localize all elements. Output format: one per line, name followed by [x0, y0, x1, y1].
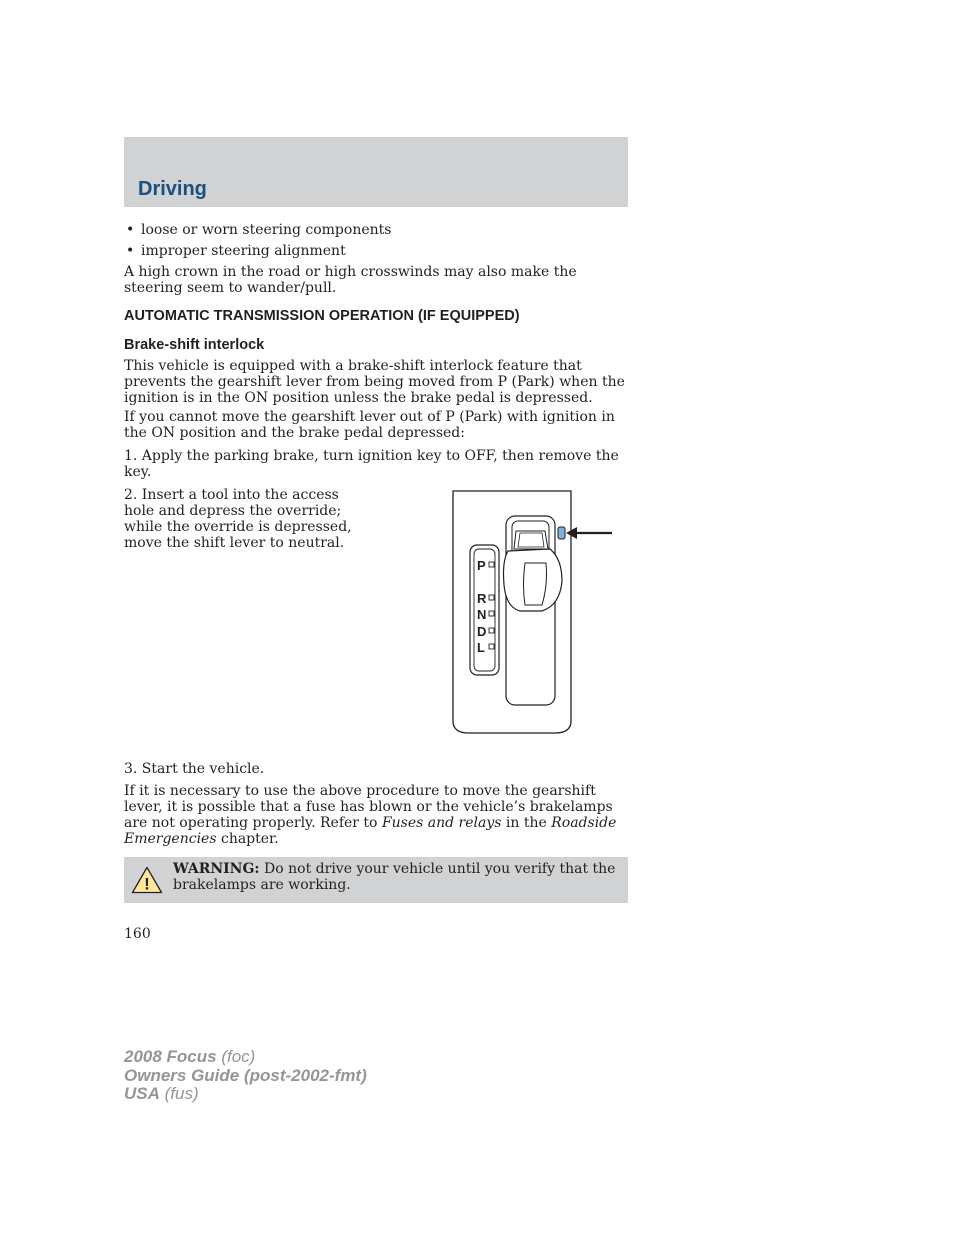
gear-indicator-p — [489, 562, 494, 567]
footer-line-1 — [124, 1048, 367, 1067]
footer-market-code: (fus) — [159, 1084, 199, 1103]
gear-indicator-d — [489, 628, 494, 633]
override-access-hole — [558, 527, 565, 539]
warning-triangle-icon — [131, 866, 163, 894]
gearshift-figure — [450, 489, 620, 743]
bullet-text: loose or worn steering components — [141, 222, 392, 238]
page-title: Driving — [138, 178, 207, 200]
footer-line-2 — [124, 1067, 367, 1086]
subheading: Brake-shift interlock — [124, 337, 265, 353]
gear-indicator-n — [489, 611, 494, 616]
header-bar — [124, 137, 628, 207]
gear-label-l: L — [477, 640, 485, 655]
footer-line-3 — [124, 1085, 367, 1104]
gear-indicator-l — [489, 644, 494, 649]
warning-text — [173, 861, 621, 893]
gear-label-d: D — [477, 624, 487, 639]
fuses-and-relays-reference: Fuses and relays — [381, 815, 502, 831]
final-paragraph-part3: chapter. — [216, 831, 279, 847]
page-number: 160 — [124, 926, 151, 942]
step-1: 1. Apply the parking brake, turn ignition key to OFF, then remove the key. — [124, 448, 619, 480]
gear-indicator-r — [489, 595, 494, 600]
bullet-text: improper steering alignment — [141, 243, 346, 259]
footer — [124, 1048, 367, 1104]
final-paragraph — [124, 783, 630, 847]
final-paragraph-part1: If it is necessary to use the above procedure to move the gearshift lever, it is possible that a fuse has blown or the vehicle’s brakelamps are not operating properly. Refer to — [124, 783, 613, 831]
section-heading: AUTOMATIC TRANSMISSION OPERATION (IF EQUIPPED) — [124, 308, 520, 324]
footer-guide: Owners Guide (post-2002-fmt) — [124, 1065, 367, 1085]
footer-market: USA — [124, 1084, 160, 1103]
final-paragraph-part2: in the — [501, 815, 552, 831]
paragraph-1: This vehicle is equipped with a brake-shift interlock feature that prevents the gearshift lever from being moved from P (Park) when the ignition is in the ON position unless the brake pedal is depressed. — [124, 358, 625, 406]
warning-label: WARNING: — [173, 861, 260, 877]
step-3: 3. Start the vehicle. — [124, 761, 265, 777]
shift-lever-grip — [524, 563, 547, 605]
footer-model-code: (foc) — [216, 1047, 256, 1066]
gear-label-n: N — [477, 607, 487, 622]
gear-label-p: P — [477, 558, 486, 573]
paragraph-2: If you cannot move the gearshift lever out of P (Park) with ignition in the ON position and the brake pedal depressed: — [124, 409, 615, 441]
gearshift-diagram — [450, 489, 620, 739]
warning-exclamation: ! — [144, 874, 150, 894]
step-2: 2. Insert a tool into the access hole and depress the override; while the override is depressed, move the shift lever to neutral. — [124, 487, 352, 551]
footer-model: 2008 Focus — [124, 1047, 217, 1066]
intro-paragraph: A high crown in the road or high crosswinds may also make the steering seem to wander/pull. — [124, 264, 577, 296]
bullet-symbol: • — [126, 243, 135, 259]
warning-box — [124, 857, 628, 903]
roadside-emergencies-reference: Roadside Emergencies — [124, 815, 617, 847]
warning-message: Do not drive your vehicle until you verify that the brakelamps are working. — [173, 861, 616, 893]
bullet-symbol: • — [126, 222, 135, 238]
gear-label-r: R — [477, 591, 487, 606]
